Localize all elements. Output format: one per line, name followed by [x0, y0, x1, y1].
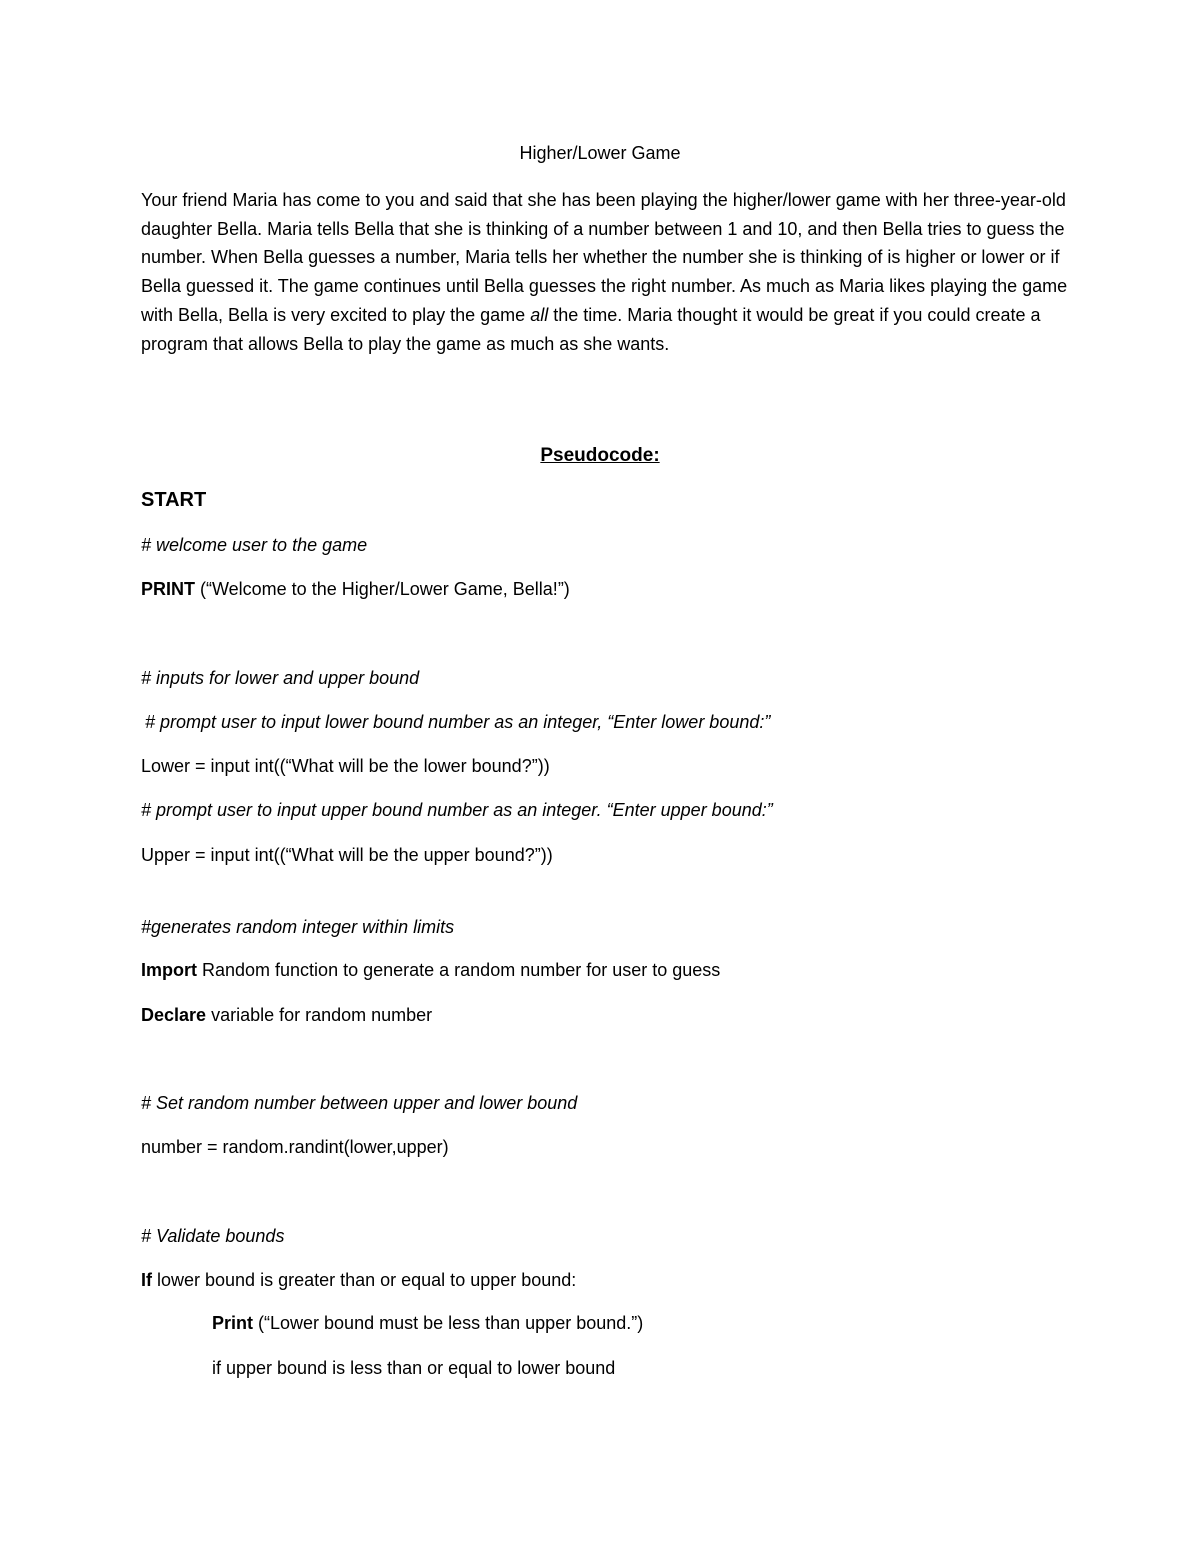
import-text: Random function to generate a random number for user to guess [197, 960, 721, 980]
print-error-keyword: Print [212, 1313, 254, 1333]
import-line [141, 960, 720, 981]
document-title: Higher/Lower Game [519, 143, 681, 163]
import-keyword: Import [141, 960, 197, 980]
pseudocode-heading: Pseudocode: [540, 445, 660, 466]
intro-italic-word: all [530, 304, 549, 325]
print-error-text: (“Lower bound must be less than upper bound.”) [253, 1313, 644, 1333]
declare-keyword: Declare [141, 1005, 207, 1025]
inputs-comment: # inputs for lower and upper bound [141, 668, 420, 688]
print-welcome-line [141, 579, 570, 600]
lower-input-line: Lower = input int((“What will be the lower bound?”)) [141, 756, 550, 776]
declare-text: variable for random number [206, 1005, 433, 1025]
lower-prompt-comment: # prompt user to input lower bound number as an integer, “Enter lower bound:” [145, 712, 771, 732]
print-keyword: PRINT [141, 579, 195, 599]
if-lower-line [141, 1270, 576, 1291]
upper-input-line: Upper = input int((“What will be the upper bound?”)) [141, 845, 553, 865]
random-comment: #generates random integer within limits [141, 917, 455, 937]
set-random-comment: # Set random number between upper and lower bound [141, 1093, 578, 1113]
intro-paragraph [141, 186, 1071, 358]
if-upper-line: if upper bound is less than or equal to lower bound [212, 1358, 616, 1378]
welcome-comment: # welcome user to the game [141, 535, 368, 555]
upper-prompt-comment: # prompt user to input upper bound number as an integer. “Enter upper bound:” [141, 800, 773, 820]
print-error-line [212, 1313, 643, 1334]
declare-line [141, 1005, 432, 1026]
if-lower-text: lower bound is greater than or equal to upper bound: [152, 1270, 577, 1290]
start-label: START [141, 489, 207, 511]
intro-text-part-2: the time. Maria thought it would be great if you could create a program that allows Bella to play the game as much as she wants. [141, 304, 1041, 354]
number-assign-line: number = random.randint(lower,upper) [141, 1137, 449, 1157]
intro-text-part-1: Your friend Maria has come to you and said that she has been playing the higher/lower game with her three-year-old daughter Bella. Maria tells Bella that she is thinking of a number between 1 and 10, and then Bella tries to guess the number. When Bella guesses a number, Maria tells her whether the number she is thinking of is higher or lower or if Bella guessed it. The game continues until Bella guesses the right number. As much as Maria likes playing the game with Bella, Bella is very excited to play the game [141, 190, 1068, 325]
print-welcome-text: (“Welcome to the Higher/Lower Game, Bella!”) [195, 579, 570, 599]
validate-comment: # Validate bounds [141, 1226, 285, 1246]
if-keyword: If [141, 1270, 152, 1290]
